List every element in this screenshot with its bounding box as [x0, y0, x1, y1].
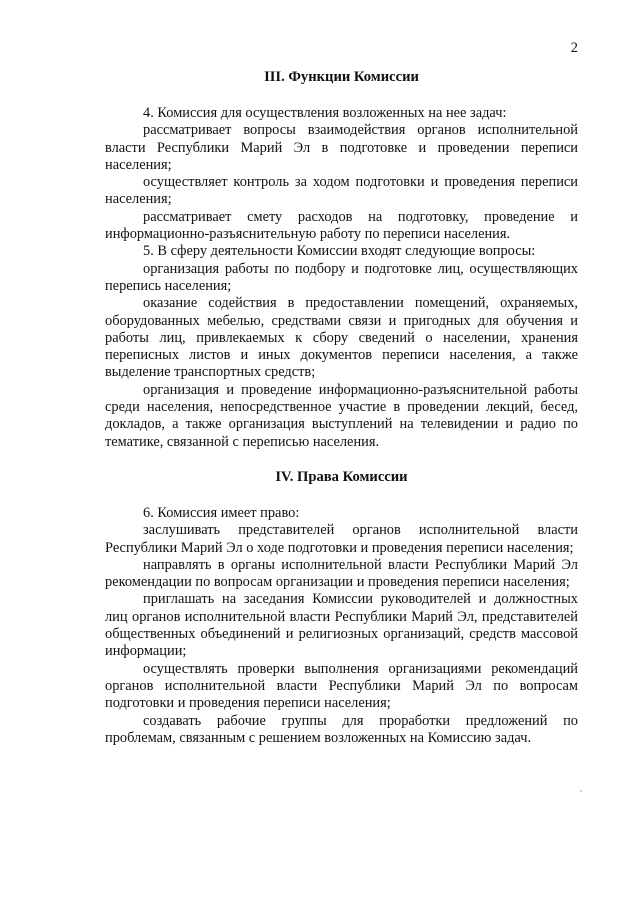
- paragraph: направлять в органы исполнительной власти Республики Марий Эл рекомендации по вопросам организации и проведения переписи населения;: [105, 556, 578, 591]
- paragraph: организация и проведение информационно-разъяснительной работы среди населения, непосредственное участие в проведении лекций, бесед, докладов, а также организация выступлений на телевидении и радио по тематике, связанной с переписью населения.: [105, 381, 578, 450]
- paragraph: заслушивать представителей органов исполнительной власти Республики Марий Эл о ходе подготовки и проведения переписи населения;: [105, 522, 578, 556]
- paragraph: осуществляет контроль за ходом подготовки и проведения переписи населения;: [105, 174, 578, 208]
- paragraph: рассматривает вопросы взаимодействия органов исполнительной власти Республики Марий Эл в подготовке и проведении переписи населения;: [105, 122, 578, 173]
- paragraph: 4. Комиссия для осуществления возложенных на нее задач:: [143, 105, 507, 121]
- paragraph: 6. Комиссия имеет право:: [143, 505, 300, 521]
- paragraph: оказание содействия в предоставлении помещений, охраняемых, оборудованных мебелью, средствами связи и пригодных для обучения и работы лиц, привлекаемых к сбору сведений о населении, хранения переписных листов и иных документов переписи населения, а также выделение транспортных средств;: [105, 295, 578, 381]
- paragraph: приглашать на заседания Комиссии руководителей и должностных лиц органов исполнительной власти Республики Марий Эл, представителей общественных объединений и религиозных организаций, средств массовой информации;: [105, 591, 578, 660]
- paragraph: создавать рабочие группы для проработки предложений по проблемам, связанным с решением возложенных на Комиссию задач.: [105, 712, 578, 746]
- paragraph: осуществлять проверки выполнения организациями рекомендаций органов исполнительной власти Республики Марий Эл по вопросам подготовки и проведения переписи населения;: [105, 660, 578, 712]
- section-title-functions: III. Функции Комиссии: [264, 69, 419, 85]
- page-number: 2: [570, 40, 578, 56]
- section-title-rights: IV. Права Комиссии: [275, 469, 408, 485]
- section-body-functions: [105, 105, 578, 451]
- section-body-rights: [105, 505, 578, 747]
- paragraph: рассматривает смету расходов на подготовку, проведение и информационно-разъяснительную работу по переписи населения.: [105, 208, 578, 243]
- paragraph: 5. В сферу деятельности Комиссии входят следующие вопросы:: [143, 243, 536, 260]
- paragraph: организация работы по подбору и подготовке лиц, осуществляющих перепись населения;: [105, 260, 578, 294]
- scan-speck: [580, 790, 582, 792]
